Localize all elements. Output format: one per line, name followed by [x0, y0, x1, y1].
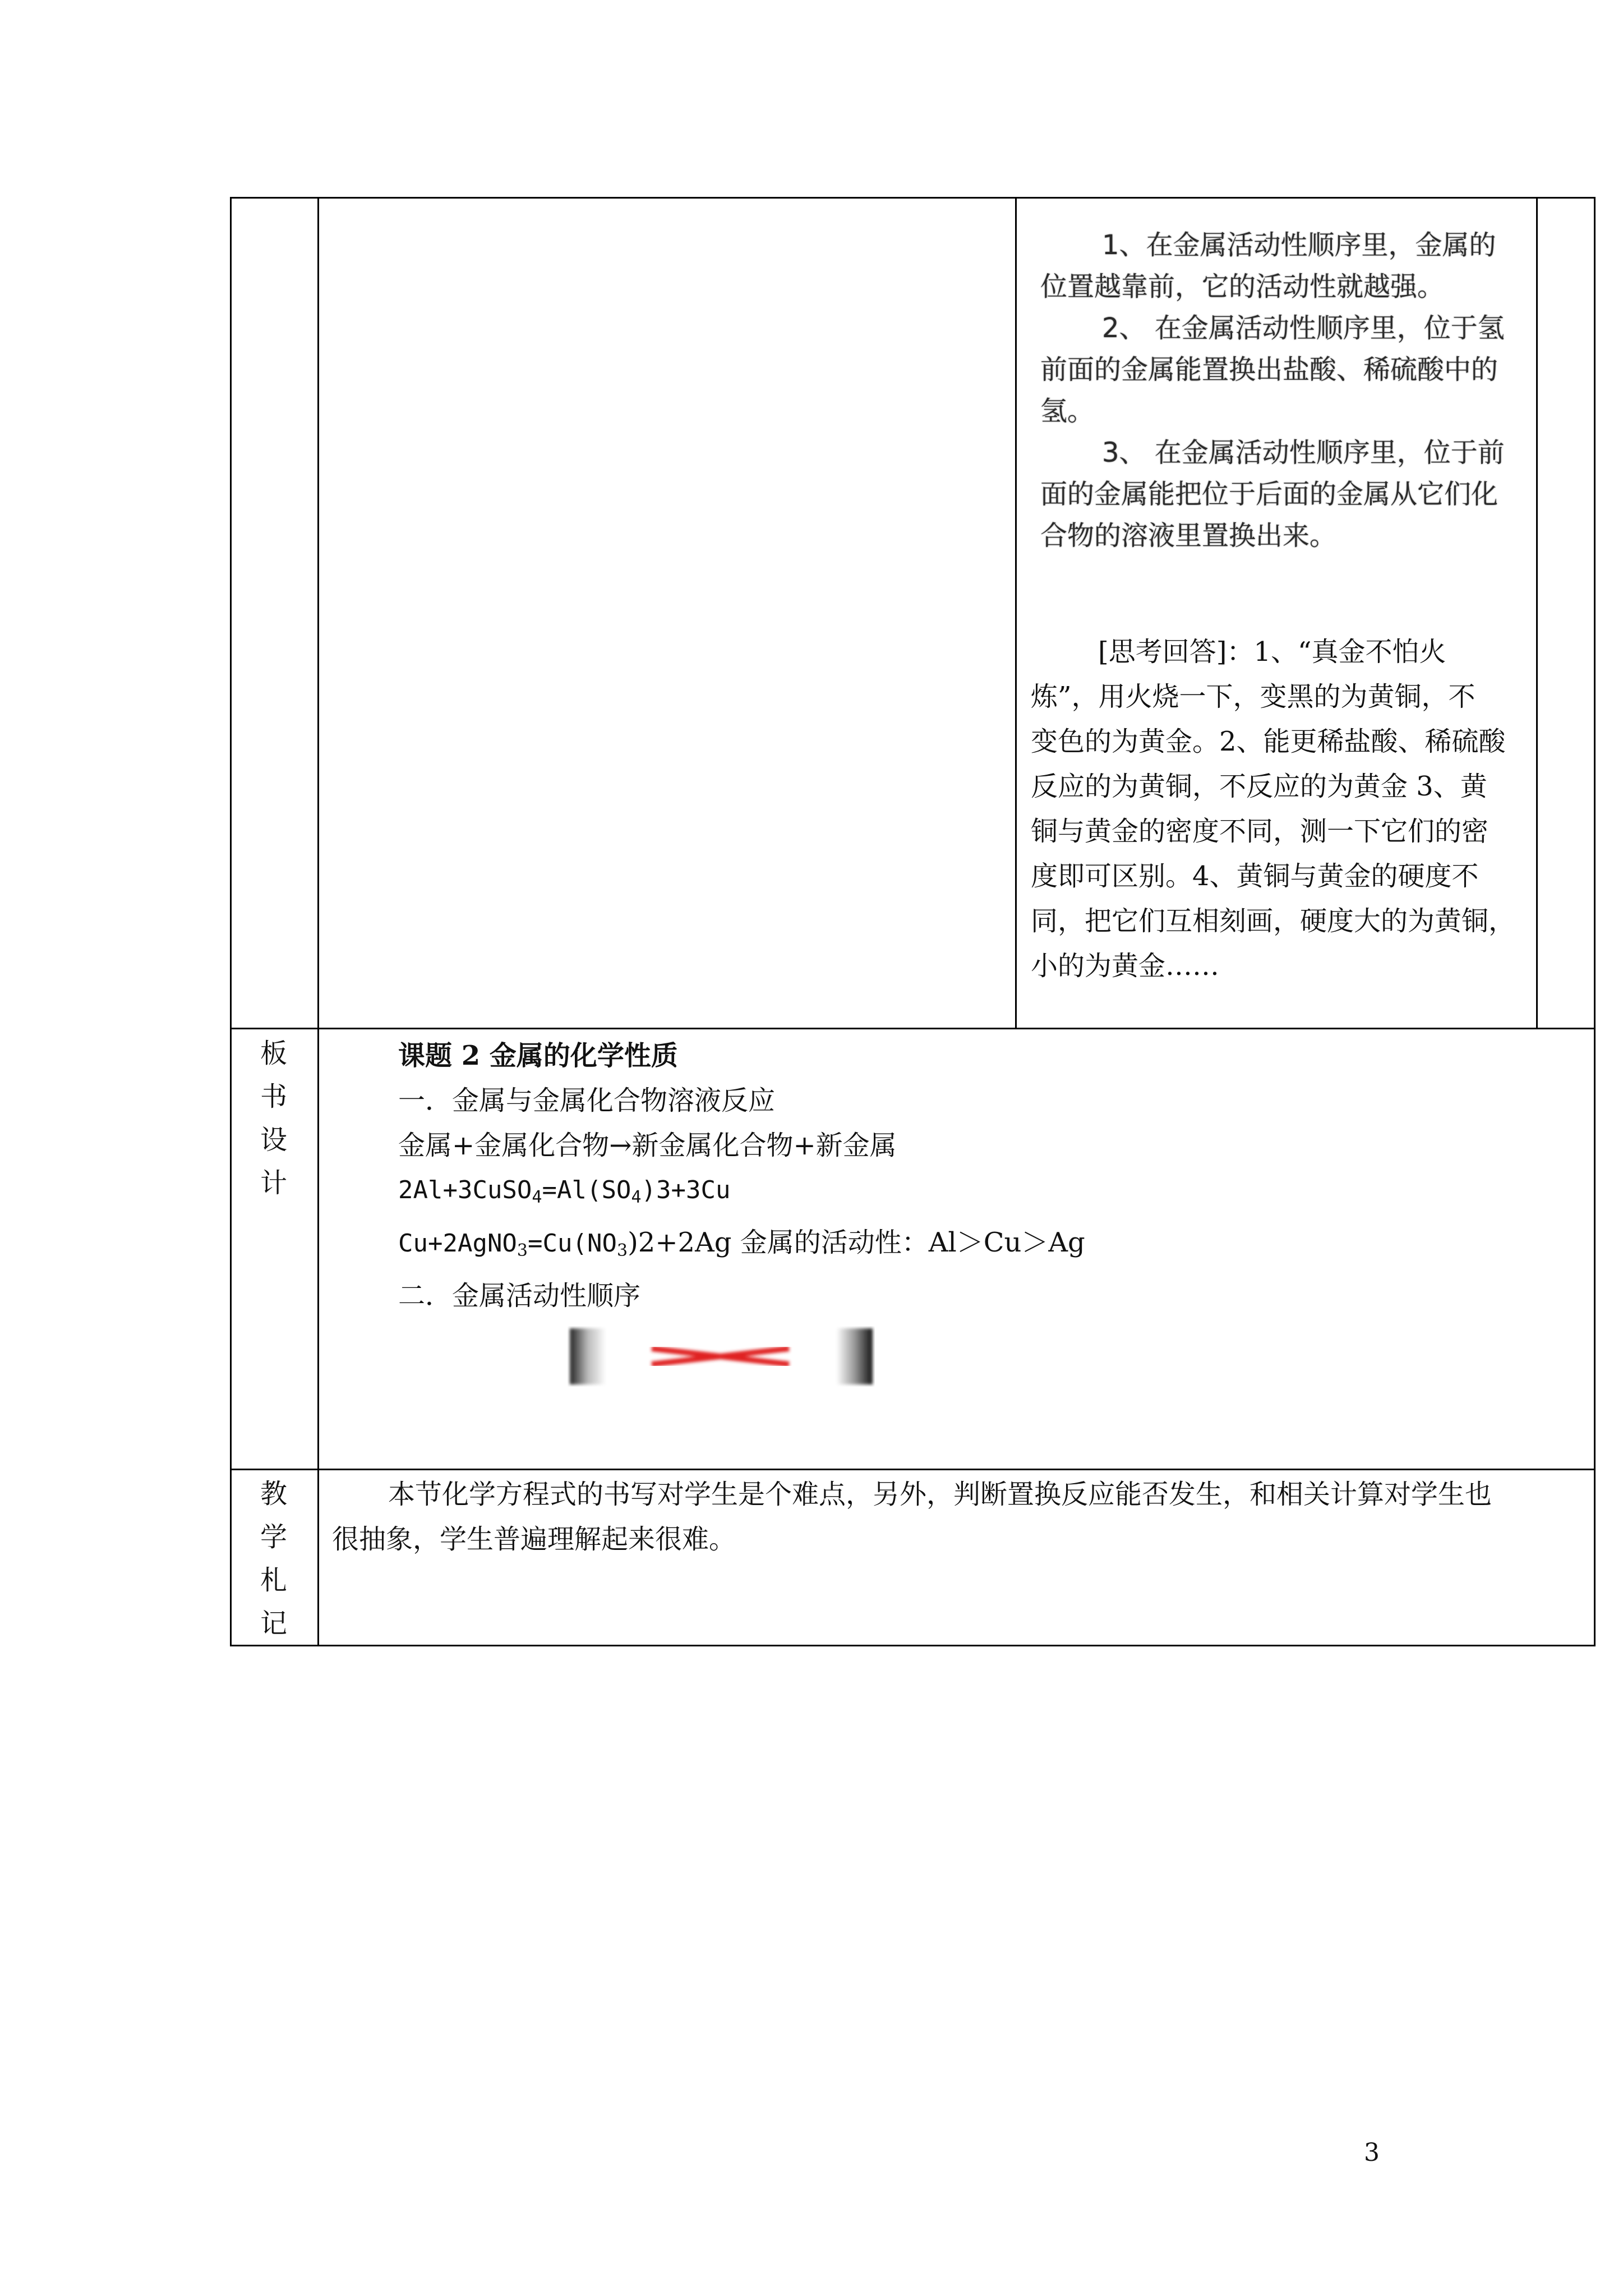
- table-bottom-border: [230, 1645, 1596, 1646]
- eq-subscript: 3: [616, 1241, 628, 1260]
- answer-line: 反应的为黄铜，不反应的为黄金 3、黄: [1031, 771, 1487, 802]
- eq-part: =Cu(NO: [528, 1229, 617, 1258]
- board-item-2: 二．金属活动性顺序: [398, 1280, 641, 1312]
- answer-line: 炼”，用火烧一下，变黑的为黄铜，不: [1031, 681, 1476, 712]
- table-left-border: [230, 197, 232, 1646]
- label-char: 学: [260, 1521, 287, 1553]
- table-row-divider-2: [230, 1469, 1596, 1470]
- board-item-1: 一．金属与金属化合物溶液反应: [398, 1085, 776, 1116]
- answer-line: [思考回答]：1、“真金不怕火: [1098, 636, 1446, 668]
- answer-line: 小的为黄金……: [1031, 950, 1220, 982]
- rule-3-line-1: 3、 在金属活动性顺序里，位于前: [1102, 437, 1505, 468]
- label-char: 记: [260, 1608, 287, 1639]
- eq-part: )2+2Ag 金属的活动性：Al＞Cu＞Ag: [628, 1227, 1085, 1258]
- table-right-border: [1594, 197, 1596, 1646]
- table-col-divider-2: [1015, 197, 1017, 1029]
- rule-1-line-1: 1、在金属活动性顺序里，金属的: [1102, 229, 1496, 261]
- eq-part: =Al(SO: [542, 1176, 631, 1204]
- label-char: 札: [260, 1565, 287, 1596]
- table-col-divider-1: [317, 197, 319, 1646]
- answer-line: 铜与黄金的密度不同，测一下它们的密: [1031, 816, 1489, 847]
- board-title: 课题 2 金属的化学性质: [398, 1040, 678, 1071]
- answer-line: 同，把它们互相刻画，硬度大的为黄铜，: [1031, 905, 1516, 937]
- label-char: 书: [260, 1081, 287, 1112]
- broken-image-icon: [568, 1326, 875, 1387]
- board-equation-2: [398, 1220, 1576, 1273]
- table-col-divider-3: [1536, 197, 1538, 1029]
- label-char: 板: [260, 1038, 287, 1069]
- answer-line: 变色的为黄金。2、能更稀盐酸、稀硫酸: [1031, 726, 1506, 757]
- rule-2-line-3: 氢。: [1040, 395, 1095, 427]
- label-char: 计: [260, 1167, 287, 1199]
- page-number: 3: [1364, 2138, 1380, 2167]
- board-design-label: [257, 1032, 291, 1205]
- notes-line: 本节化学方程式的书写对学生是个难点，另外，判断置换反应能否发生，和相关计算对学生也: [388, 1479, 1492, 1510]
- board-content: [398, 1033, 1576, 1318]
- eq-subscript: 4: [631, 1188, 642, 1207]
- eq-subscript: 4: [532, 1188, 542, 1207]
- teaching-notes-label: [257, 1473, 291, 1645]
- think-answer: [1031, 629, 1530, 988]
- rule-3-line-2: 面的金属能把位于后面的金属从它们化: [1040, 478, 1498, 510]
- rule-1-line-2: 位置越靠前，它的活动性就越强。: [1040, 271, 1445, 302]
- rule-2-line-2: 前面的金属能置换出盐酸、稀硫酸中的: [1040, 354, 1498, 385]
- activity-rules: [1040, 224, 1523, 556]
- table-top-border: [230, 197, 1596, 199]
- answer-line: 度即可区别。4、黄铜与黄金的硬度不: [1031, 861, 1479, 892]
- eq-part: Cu+2AgNO: [398, 1229, 517, 1258]
- rule-3-line-3: 合物的溶液里置换出来。: [1040, 520, 1337, 551]
- label-char: 教: [260, 1478, 287, 1510]
- rule-2-line-1: 2、 在金属活动性顺序里，位于氢: [1102, 312, 1505, 344]
- broken-image-graphic: [568, 1326, 875, 1387]
- board-equation-1: [398, 1168, 1576, 1220]
- eq-part: )3+3Cu: [641, 1176, 731, 1204]
- teaching-notes: [332, 1472, 1588, 1562]
- eq-subscript: 3: [517, 1241, 528, 1260]
- label-char: 设: [260, 1124, 287, 1156]
- table-row-divider-1: [230, 1028, 1596, 1029]
- board-general-equation: 金属+金属化合物→新金属化合物+新金属: [398, 1130, 897, 1161]
- eq-part: 2Al+3CuSO: [398, 1176, 532, 1204]
- notes-line: 很抽象，学生普遍理解起来很难。: [332, 1524, 736, 1555]
